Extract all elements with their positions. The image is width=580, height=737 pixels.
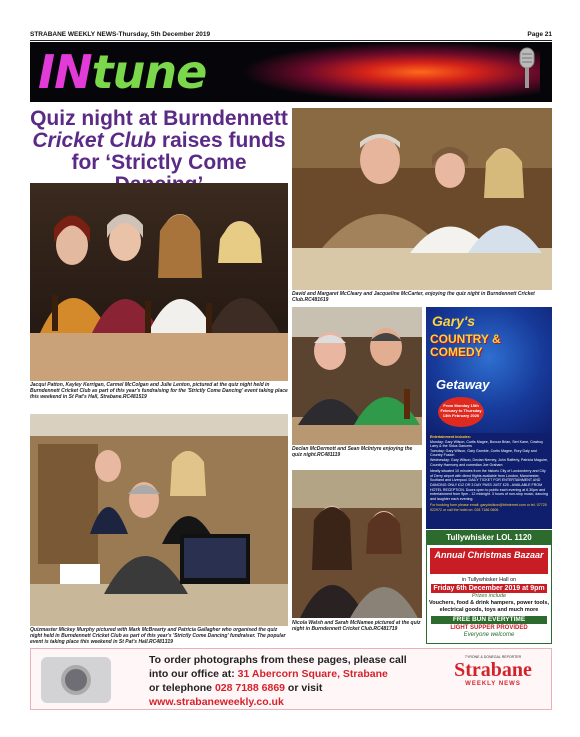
advert-details: Entertainment includes: Monday: Gary Wilson, Curtis Magee, Boxcar Brian, Seri Kane, Cowboy Larry & the Sidus Dancers Tuesday: Gary Wilson, Gary Gamble, Curtis Magee, Rory Daly and Country Fusion Wednesday: Gary Wilson, Declan Nerney, John Rafferty, Patricia Maguire, Country Harmony and comedian Joe Graham Ideally situated 10 minutes from the historic City of Londonderry and City of Derry airport with direct flights available from London, Manchester, Scotland and Liverpool. DAILY TICKET FOR ENTERTAINMENT AND DANCING ONLY £12 OR 3 DAY PASS JUST £25 - AVAILABLE FROM HOTEL RECEPTION. Doors open to public each evening at 6.30pm and entertainment from 9pm - 12 midnight. 3 hours of non-stop music, dancing and laughter each evening. For booking form please email: garydwilson@btinternet.com or tel. 07725 922972 or call the hotel on: 028 7186 0606 (430, 435, 548, 512)
caption-four-women: Jacqui Patton, Kayley Kerrigan, Carmel McColgan and Julie Lenton, pictured at the quiz night held in Burndennett Cricket Club as part of this year's fundraising for the 'Strictly Come Dancing' event taking place this weekend in St Pat's Hall, Strabane.RC481519 (30, 382, 288, 401)
paper-dateline: STRABANE WEEKLY NEWS-Thursday, 5th December 2019 (30, 30, 211, 38)
caption-nicola-sarah: Nicola Walsh and Sarah McNamee pictured at the quiz night in Burndennett Cricket Club.RC481719 (292, 620, 421, 633)
office-phone: 028 7188 6869 (214, 682, 286, 694)
strabane-weekly-masthead: TYRONE & DONEGAL REPORTER Strabane WEEKLY NEWS (454, 655, 532, 687)
microphone-icon (514, 46, 540, 92)
order-photos-bar (30, 648, 552, 710)
caption-quizmaster: Quizmaster Mickey Murphy pictured with Mark McBrearty and Patricia Gallagher who organised the quiz night held in Burndennett Cricket Club as part of this year's 'Strictly Come Dancing' fundraiser. The popular event is taking place this weekend in St Pat's Hall.RC481319 (30, 627, 286, 646)
photo-quizmaster (30, 414, 288, 626)
caption-mccleary: David and Margaret McCleary and Jacqueline McCarter, enjoying the quiz night in Burndennett Cricket Club.RC481619 (292, 291, 535, 304)
bazaar-banner: Annual Christmas Bazaar (430, 548, 548, 574)
banner-glow (240, 42, 540, 102)
photo-mccleary (292, 108, 552, 290)
advert-getaway: Getaway (436, 377, 490, 392)
lol-title: Tullywhisker LOL 1120 (427, 531, 551, 545)
article-headline: Quiz night at Burndennett Cricket Club raises funds for ‘Strictly Come (30, 107, 288, 174)
website-link[interactable]: www.strabaneweekly.co.uk (149, 696, 284, 708)
photo-nicola-sarah (292, 470, 422, 618)
page-header (30, 28, 552, 40)
header-rule (30, 40, 552, 41)
intune-logo: INtune (38, 45, 207, 99)
photo-four-women (30, 183, 288, 381)
page-number: Page 21 (527, 30, 552, 38)
advert-country-comedy-getaway (426, 307, 552, 529)
bazaar-date: Friday 6th December 2019 at 9pm (431, 584, 547, 593)
advert-country-comedy: COUNTRY & COMEDY (430, 332, 501, 359)
advert-gary-title: Gary's (432, 313, 476, 329)
order-text: To order photographs from these pages, please call into our office at: 31 Abercorn Square, Strabane or telephone 028 7188 6869 or visit www.strabaneweekly.co.uk (149, 654, 407, 708)
camera-icon (41, 657, 111, 703)
intune-banner (30, 42, 552, 102)
advert-christmas-bazaar: Tullywhisker LOL 1120 Annual Christmas Bazaar in Tullywhisker Hall on Friday 6th December 2019 at 9pm Prizes include Vouchers, food & drink hampers, power tools, electrical goods, toys and much more FREE BUN EVERYTIME LIGHT SUPPER PROVIDED Everyone welcome (426, 530, 552, 644)
photo-declan-sean (292, 307, 422, 445)
caption-declan-sean: Declan McDermott and Sean McIntyre enjoying the quiz night.RC481119 (292, 446, 413, 459)
advert-dates-badge: From Monday 10th February to Thursday 13th February 2020 (438, 397, 484, 427)
